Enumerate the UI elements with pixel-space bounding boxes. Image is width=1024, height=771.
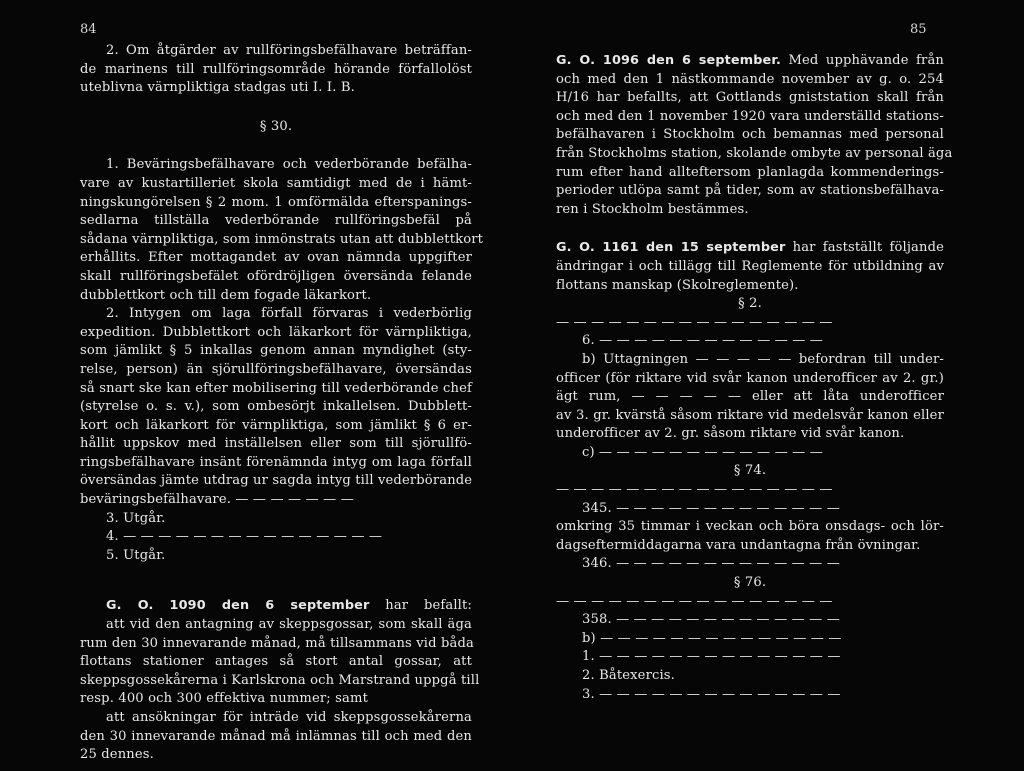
text-line: 6. — — — — — — — — — — — — — [582, 333, 824, 349]
text-line: rum efter hand allteftersom planlagda kommenderings- [556, 164, 944, 180]
text-line: underofficer av 2. gr. såsom riktare vid svår kanon. [556, 426, 905, 442]
text-line: att ansökningar för inträde vid skeppsgossekårerna [106, 710, 472, 725]
page-number-left: 84 [80, 22, 97, 37]
text-line: 4. — — — — — — — — — — — — — — — [106, 529, 383, 545]
text-line: av 3. gr. kvärstå såsom riktare vid medelsvår kanon eller [556, 407, 944, 423]
text-line: 2. Intygen om laga förfall förvaras i vederbörlig [106, 306, 472, 322]
text-line: H/16 har befallts, att Gottlands gniststation skall från [556, 90, 944, 106]
order-1161-heading-rest: har fastställt följande [785, 240, 945, 256]
text-line: vare av kustartilleriet skola samtidigt med de i hämt- [80, 175, 472, 191]
text-line: ren i Stockholm bestämmes. [556, 201, 749, 217]
text-line: översändas jämte utdrag ur sagda intyg till vederbörande [80, 473, 473, 489]
text-line: ändringar i och tillägg till Reglemente för utbildning av [556, 258, 944, 274]
text-line: som jämlikt § 5 inkallas genom annan myndighet (sty- [80, 343, 472, 359]
text-line: 3. Utgår. [106, 510, 166, 526]
text-line: — — — — — — — — — — — — — — — — [556, 314, 833, 330]
text-line: expedition. Dubblettkort och läkarkort för värnpliktiga, [80, 324, 472, 340]
text-line: sådana värnpliktiga, som inmönstrats utan att dubblettkort [80, 231, 484, 247]
text-line: 25 dennes. [80, 747, 154, 763]
text-line: dubblettkort och till dem fogade läkarkort. [80, 287, 372, 303]
text-line: — — — — — — — — — — — — — — — — [556, 482, 833, 498]
left-text-column [80, 42, 484, 765]
section-heading: § 30. [259, 118, 293, 134]
order-1096-first-line [556, 52, 944, 71]
text-line: befälhavaren i Stockholm och bemannas med personal [556, 127, 944, 143]
text-line: den 30 innevarande månad må inlämnas till och med den [80, 728, 472, 744]
text-line: de marinens till rullföringsområde hörande förfallolöst [80, 61, 472, 77]
text-line: officer (för riktare vid svår kanon underofficer av 2. gr.) [556, 370, 944, 386]
text-line: rum den 30 innevarande månad, må tillsammans vid båda [80, 635, 474, 651]
text-line: uteblivna värnpliktiga stadgas uti I. I. B. [80, 80, 355, 96]
order-1096-heading-rest: Med upphävande från [781, 53, 944, 68]
text-line: 346. — — — — — — — — — — — — — [582, 556, 840, 572]
text-line: ringsbefälhavare insänt förenämnda intyg om laga förfall [80, 454, 472, 470]
text-line: från Stockholms station, skolande ombyte av personal äga [556, 145, 953, 161]
text-line: skeppsgossekårerna i Karlskrona och Marstrand uppgå till [80, 672, 480, 688]
text-line: 2. Båtexercis. [582, 668, 675, 683]
spacer [556, 219, 944, 239]
left-paragraphs [80, 42, 484, 597]
order-1090-body [80, 616, 480, 765]
text-line: att vid den antagning av skeppsgossar, som skall äga [106, 617, 472, 633]
text-line: och med den 1 november 1920 vara underställd stations- [556, 108, 944, 124]
section-heading: § 76. [733, 575, 767, 591]
text-line: 3. — — — — — — — — — — — — — — [582, 686, 841, 702]
text-line: flottans manskap (Skolreglemente). [556, 277, 799, 293]
order-1161-body [556, 258, 944, 704]
text-line: och med den 1 nästkommande november av g. o. 254 [556, 71, 944, 87]
text-line: relse, person) än sjörullföringsbefälhavare, översändas [80, 361, 472, 377]
page-number-right: 85 [910, 22, 927, 37]
text-line: beväringsbefälhavare. — — — — — — — [80, 492, 354, 508]
text-line: (styrelse o. s. v.), som ombesörjt inkallelsen. Dubblett- [80, 399, 472, 415]
order-1090-first-line [80, 597, 472, 616]
text-line: så snart ske kan efter mobilisering till vederbörande chef [80, 380, 472, 396]
right-text-column [556, 52, 953, 704]
text-line: ningskungörelsen § 2 mom. 1 omförmälda efterspanings- [80, 194, 472, 210]
text-line: erhållits. Efter mottagandet av ovan nämnda uppgifter [80, 250, 472, 266]
right-page [512, 0, 1024, 771]
text-line: c) — — — — — — — — — — — — — [582, 444, 823, 460]
text-line: 358. — — — — — — — — — — — — — [582, 612, 840, 628]
text-line: ägt rum, — — — — — eller att låta underofficer [556, 389, 944, 405]
order-1096-body [556, 71, 953, 220]
text-line: — — — — — — — — — — — — — — — — [556, 593, 833, 609]
order-1090-heading: G. O. 1090 den 6 september [106, 598, 370, 614]
text-line: skall rullföringsbefälet ofördröjligen översända felande [80, 268, 472, 284]
text-line: 1. Beväringsbefälhavare och vederbörande befälha- [106, 157, 472, 173]
text-line: 1. — — — — — — — — — — — — — — [582, 649, 841, 665]
section-heading: § 74. [733, 463, 767, 479]
text-line: sedlarna tillställa vederbörande rullföringsbefäl på [80, 213, 472, 229]
text-line: b) Uttagningen — — — — — befordran till under- [582, 351, 944, 367]
text-line: flottans stationer antages så stort antal gossar, att [80, 654, 472, 670]
section-heading: § 2. [738, 296, 762, 312]
spacer [80, 98, 472, 118]
text-line: hållit uppskov med inställelsen eller som till sjörullfö- [80, 436, 472, 452]
spacer [80, 565, 472, 597]
order-1161-heading: G. O. 1161 den 15 september [556, 240, 786, 256]
spacer [80, 136, 472, 156]
text-line: kort och läkarkort för värnpliktiga, som jämlikt § 6 er- [80, 417, 472, 433]
text-line: dagseftermiddagarna vara undantagna från övningar. [556, 537, 921, 553]
text-line: 5. Utgår. [106, 547, 166, 563]
order-1090-heading-rest: har befallt: [369, 598, 472, 614]
text-line: omkring 35 timmar i veckan och böra onsdags- och lör- [556, 519, 944, 535]
text-line: 2. Om åtgärder av rullföringsbefälhavare beträffan- [106, 43, 472, 58]
text-line: resp. 400 och 300 effektiva nummer; samt [80, 691, 368, 707]
text-line: b) — — — — — — — — — — — — — — [582, 630, 842, 646]
text-line: perioder utlöpa samt på tider, som av stationsbefälhava- [556, 183, 944, 199]
order-1096-heading: G. O. 1096 den 6 september. [556, 53, 782, 68]
order-1161-first-line [556, 239, 944, 258]
text-line: 345. — — — — — — — — — — — — — [582, 500, 840, 516]
